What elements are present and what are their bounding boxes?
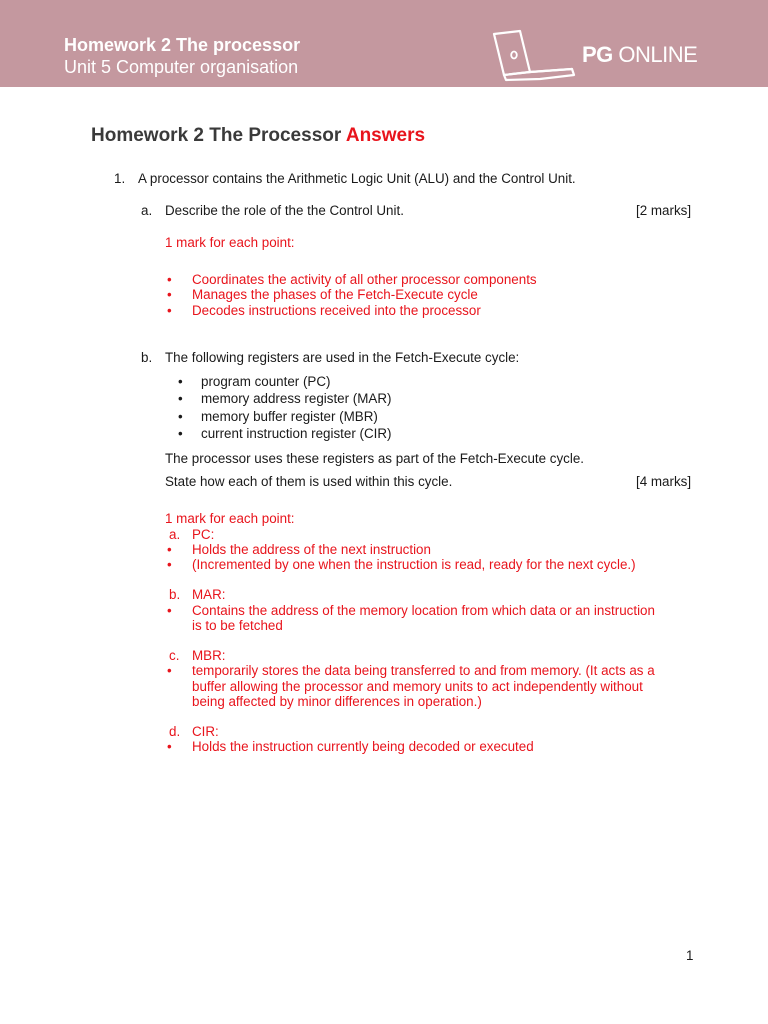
document-title-answers: Answers <box>345 125 426 146</box>
answer-label: a. <box>169 527 181 542</box>
answer-line-continued: buffer allowing the processor and memory units to act independently without <box>192 679 643 694</box>
answer-register-name: PC: <box>192 527 215 542</box>
answer-line-continued: is to be fetched <box>192 618 283 633</box>
answer-bullet: • <box>167 287 172 302</box>
answer-register-name: MAR: <box>192 587 226 602</box>
answer-line: temporarily stores the data being transferred to and from memory. (It acts as a <box>192 663 655 678</box>
header-title: Homework 2 The processor <box>64 35 301 55</box>
part-a-answer-point: Coordinates the activity of all other processor components <box>192 272 537 287</box>
register-item: memory buffer register (MBR) <box>201 409 378 424</box>
part-a-text: Describe the role of the the Control Unit. <box>165 203 404 218</box>
answer-register-name: CIR: <box>192 724 219 739</box>
register-item: program counter (PC) <box>201 374 331 389</box>
document-title-main: Homework 2 The Processor <box>91 125 346 146</box>
answer-label: c. <box>169 648 180 663</box>
answer-line: Holds the address of the next instruction <box>192 542 431 557</box>
part-b-marks: [4 marks] <box>636 474 692 489</box>
answer-line: Contains the address of the memory location from which data or an instruction <box>192 603 655 618</box>
answer-bullet: • <box>167 303 172 318</box>
register-item: memory address register (MAR) <box>201 391 392 406</box>
part-a-marks: [2 marks] <box>636 203 692 218</box>
part-b-text2: The processor uses these registers as part of the Fetch-Execute cycle. <box>165 451 585 466</box>
answer-line-continued: being affected by minor differences in operation.) <box>192 694 482 709</box>
pg-online-logo <box>582 42 697 68</box>
part-b-text3: State how each of them is used within this cycle. <box>165 474 453 489</box>
register-bullet: • <box>178 426 183 441</box>
part-a-answer-intro: 1 mark for each point: <box>165 235 295 250</box>
page-number: 1 <box>686 948 694 963</box>
answer-bullet: • <box>167 663 172 678</box>
register-bullet: • <box>178 374 183 389</box>
part-a-label: a. <box>141 203 153 218</box>
answer-bullet: • <box>167 739 172 754</box>
logo-text-bold: PG <box>582 42 613 67</box>
register-bullet: • <box>178 409 183 424</box>
document-title <box>91 125 425 147</box>
register-item: current instruction register (CIR) <box>201 426 392 441</box>
part-a-answer-point: Manages the phases of the Fetch-Execute cycle <box>192 287 478 302</box>
logo-text-light: ONLINE <box>612 42 698 67</box>
answer-register-name: MBR: <box>192 648 226 663</box>
answer-label: b. <box>169 587 181 602</box>
part-a-answer-point: Decodes instructions received into the processor <box>192 303 481 318</box>
part-b-answer-intro: 1 mark for each point: <box>165 511 295 526</box>
question-number: 1. <box>114 171 126 186</box>
part-b-text: The following registers are used in the Fetch-Execute cycle: <box>165 350 520 365</box>
answer-bullet: • <box>167 603 172 618</box>
laptop-logo-icon <box>490 28 576 82</box>
answer-label: d. <box>169 724 181 739</box>
answer-bullet: • <box>167 542 172 557</box>
answer-bullet: • <box>167 557 172 572</box>
header-subtitle: Unit 5 Computer organisation <box>64 57 299 77</box>
answer-line: (Incremented by one when the instruction is read, ready for the next cycle.) <box>192 557 636 572</box>
question-text: A processor contains the Arithmetic Logic Unit (ALU) and the Control Unit. <box>138 171 576 186</box>
answer-bullet: • <box>167 272 172 287</box>
part-b-label: b. <box>141 350 153 365</box>
answer-line: Holds the instruction currently being decoded or executed <box>192 739 534 754</box>
register-bullet: • <box>178 391 183 406</box>
